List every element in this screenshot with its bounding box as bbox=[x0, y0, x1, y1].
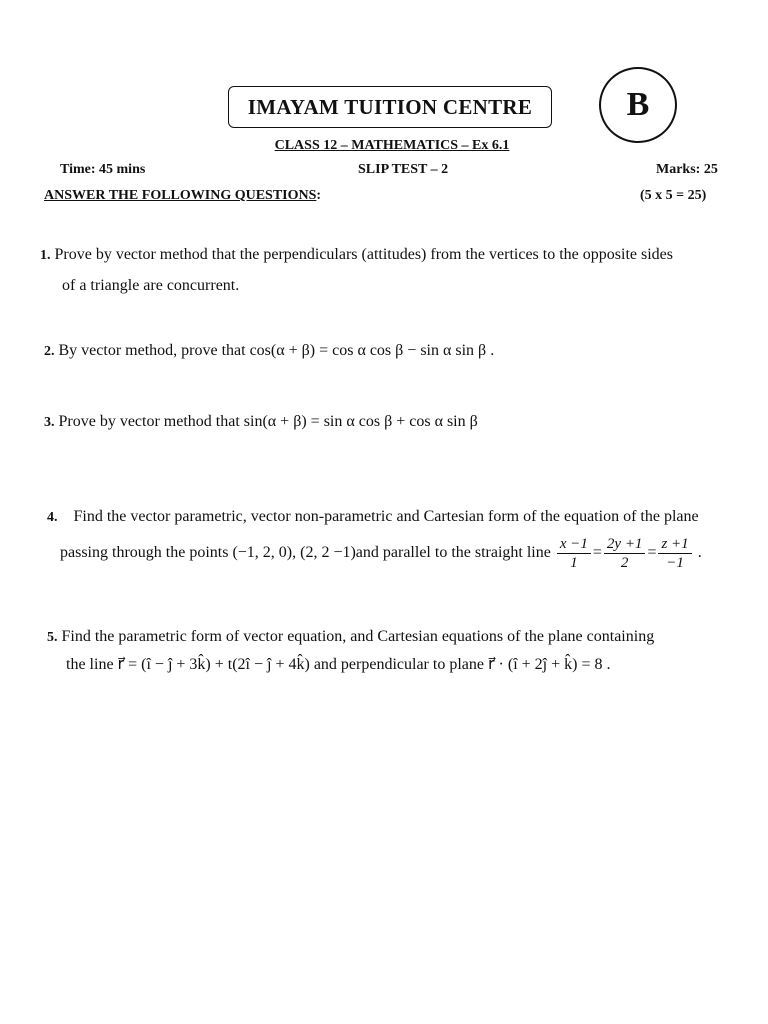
line-equation: r⃗ = (î − ĵ + 3k̂) + t(2î − ĵ + 4k̂) bbox=[117, 656, 310, 673]
question-number: 5. bbox=[47, 630, 58, 645]
question-text: and perpendicular to plane bbox=[313, 656, 484, 673]
question-text: Find the vector parametric, vector non-parametric and Cartesian form of the equation of the plane bbox=[73, 508, 699, 525]
test-name: SLIP TEST – 2 bbox=[358, 162, 449, 177]
question-2 bbox=[44, 336, 494, 367]
question-text: By vector method, prove that bbox=[58, 342, 246, 359]
fraction-numerator: z +1 bbox=[658, 535, 691, 554]
question-4 bbox=[47, 502, 699, 533]
fraction-denominator: 1 bbox=[570, 555, 578, 571]
fraction-numerator: x −1 bbox=[557, 535, 591, 554]
instruction-line bbox=[44, 188, 321, 204]
question-3 bbox=[44, 407, 478, 438]
fraction-x bbox=[557, 535, 591, 572]
marks-calculation: (5 x 5 = 25) bbox=[640, 188, 707, 203]
question-4-continued bbox=[60, 535, 702, 572]
question-text: the line bbox=[66, 656, 114, 673]
question-text: passing through the points bbox=[60, 544, 229, 562]
fraction-y bbox=[604, 535, 646, 572]
question-text: and parallel to the straight line bbox=[355, 544, 551, 562]
question-text: Find the parametric form of vector equation, and Cartesian equations of the plane containing bbox=[61, 628, 655, 645]
question-number: 4. bbox=[47, 510, 58, 525]
question-number: 1. bbox=[40, 248, 51, 263]
set-label-badge: B bbox=[599, 67, 677, 143]
class-subject-text: CLASS 12 – MATHEMATICS – Ex 6.1 bbox=[274, 138, 510, 153]
fraction-numerator: 2y +1 bbox=[604, 535, 646, 554]
end-period: . bbox=[697, 544, 702, 562]
question-text-continued: of a triangle are concurrent. bbox=[62, 277, 240, 294]
equals-sign: = bbox=[647, 544, 657, 562]
formula: sin(α + β) = sin α cos β + cos α sin β bbox=[243, 413, 478, 430]
question-5 bbox=[47, 622, 654, 653]
question-1 bbox=[40, 240, 750, 301]
question-number: 3. bbox=[44, 415, 55, 430]
instruction-colon: : bbox=[316, 188, 322, 203]
question-text: Prove by vector method that bbox=[58, 413, 240, 430]
fraction-denominator: 2 bbox=[620, 555, 629, 571]
question-number: 2. bbox=[44, 344, 55, 359]
fraction-z bbox=[658, 535, 691, 572]
equals-sign: = bbox=[592, 544, 602, 562]
question-5-continued bbox=[66, 650, 611, 680]
fraction-denominator: −1 bbox=[666, 555, 684, 571]
marks-label: Marks: 25 bbox=[656, 162, 718, 177]
formula: cos(α + β) = cos α cos β − sin α sin β . bbox=[249, 342, 495, 359]
instruction-text: ANSWER THE FOLLOWING QUESTIONS bbox=[44, 188, 317, 203]
plane-equation: r⃗ · (î + 2ĵ + k̂) = 8 . bbox=[487, 656, 611, 673]
points-formula: (−1, 2, 0), (2, 2 −1) bbox=[232, 544, 356, 562]
time-label: Time: 45 mins bbox=[60, 162, 146, 177]
institute-title: IMAYAM TUITION CENTRE bbox=[228, 86, 552, 128]
question-text: Prove by vector method that the perpendiculars (attitudes) from the vertices to the opposite sides bbox=[54, 246, 673, 263]
class-subject-line bbox=[0, 138, 768, 154]
